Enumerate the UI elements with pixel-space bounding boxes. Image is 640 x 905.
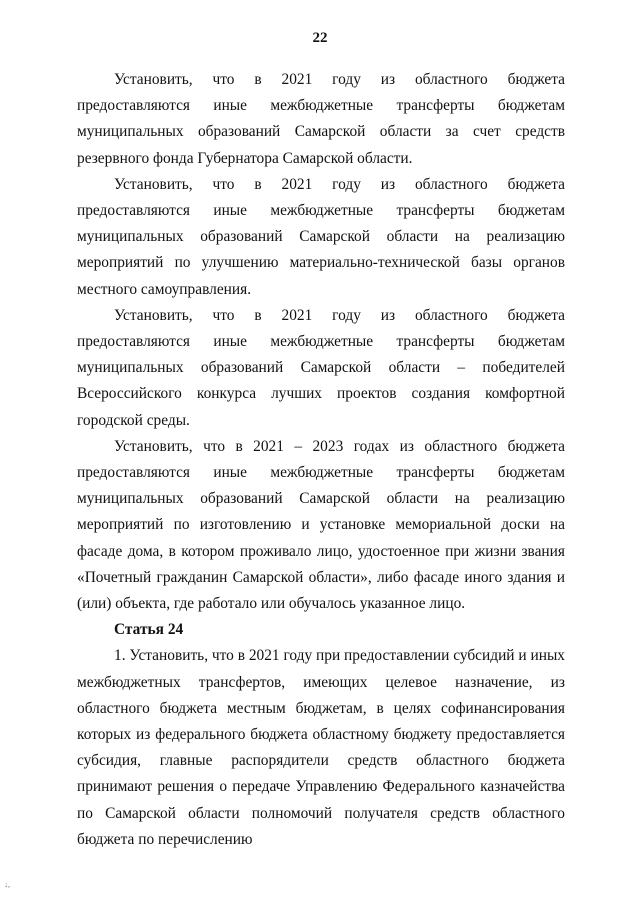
paragraph-reserve-fund: Установить, что в 2021 году из областного бюджета предоставляются иные межбюджетные трансферты бюджетам муниципальных образований Самарской области за счет средств резервного фонда Губернатора Самарской области. xyxy=(77,71,565,167)
scan-mark: ↓, xyxy=(4,880,10,889)
paragraph-urban-environment: Установить, что в 2021 году из областного бюджета предоставляются иные межбюджетные трансферты бюджетам муниципальных образований Самарской области – победителей Всероссийского конкурса лучших проектов создания комфортной городской среды. xyxy=(77,306,565,429)
document-body xyxy=(77,67,565,853)
article-heading: Статья 24 xyxy=(114,621,184,639)
paragraph-article-24-item-1: 1. Установить, что в 2021 году при предоставлении субсидий и иных межбюджетных трансфертов, имеющих целевое назначение, из областного бюджета местным бюджетам, в целях софинансирования которых из федерального бюджета областному бюджету предоставляется субсидия, главные распорядители средств областного бюджета принимают решения о передаче Управлению Федерального казначейства по Самарской области полномочий получателя средств областного бюджета по перечислению xyxy=(77,647,565,848)
page-number: 22 xyxy=(312,30,328,46)
paragraph-memorial-plaque: Установить, что в 2021 – 2023 годах из областного бюджета предоставляются иные межбюджетные трансферты бюджетам муниципальных образований Самарской области на реализацию мероприятий по изготовлению и установке мемориальной доски на фасаде дома, в котором проживало лицо, удостоенное при жизни звания «Почетный гражданин Самарской области», либо фасаде иного здания и (или) объекта, где работало или обучалось указанное лицо. xyxy=(77,437,565,613)
paragraph-material-base: Установить, что в 2021 году из областного бюджета предоставляются иные межбюджетные трансферты бюджетам муниципальных образований Самарской области на реализацию мероприятий по улучшению материально-технической базы органов местного самоуправления. xyxy=(77,175,565,298)
